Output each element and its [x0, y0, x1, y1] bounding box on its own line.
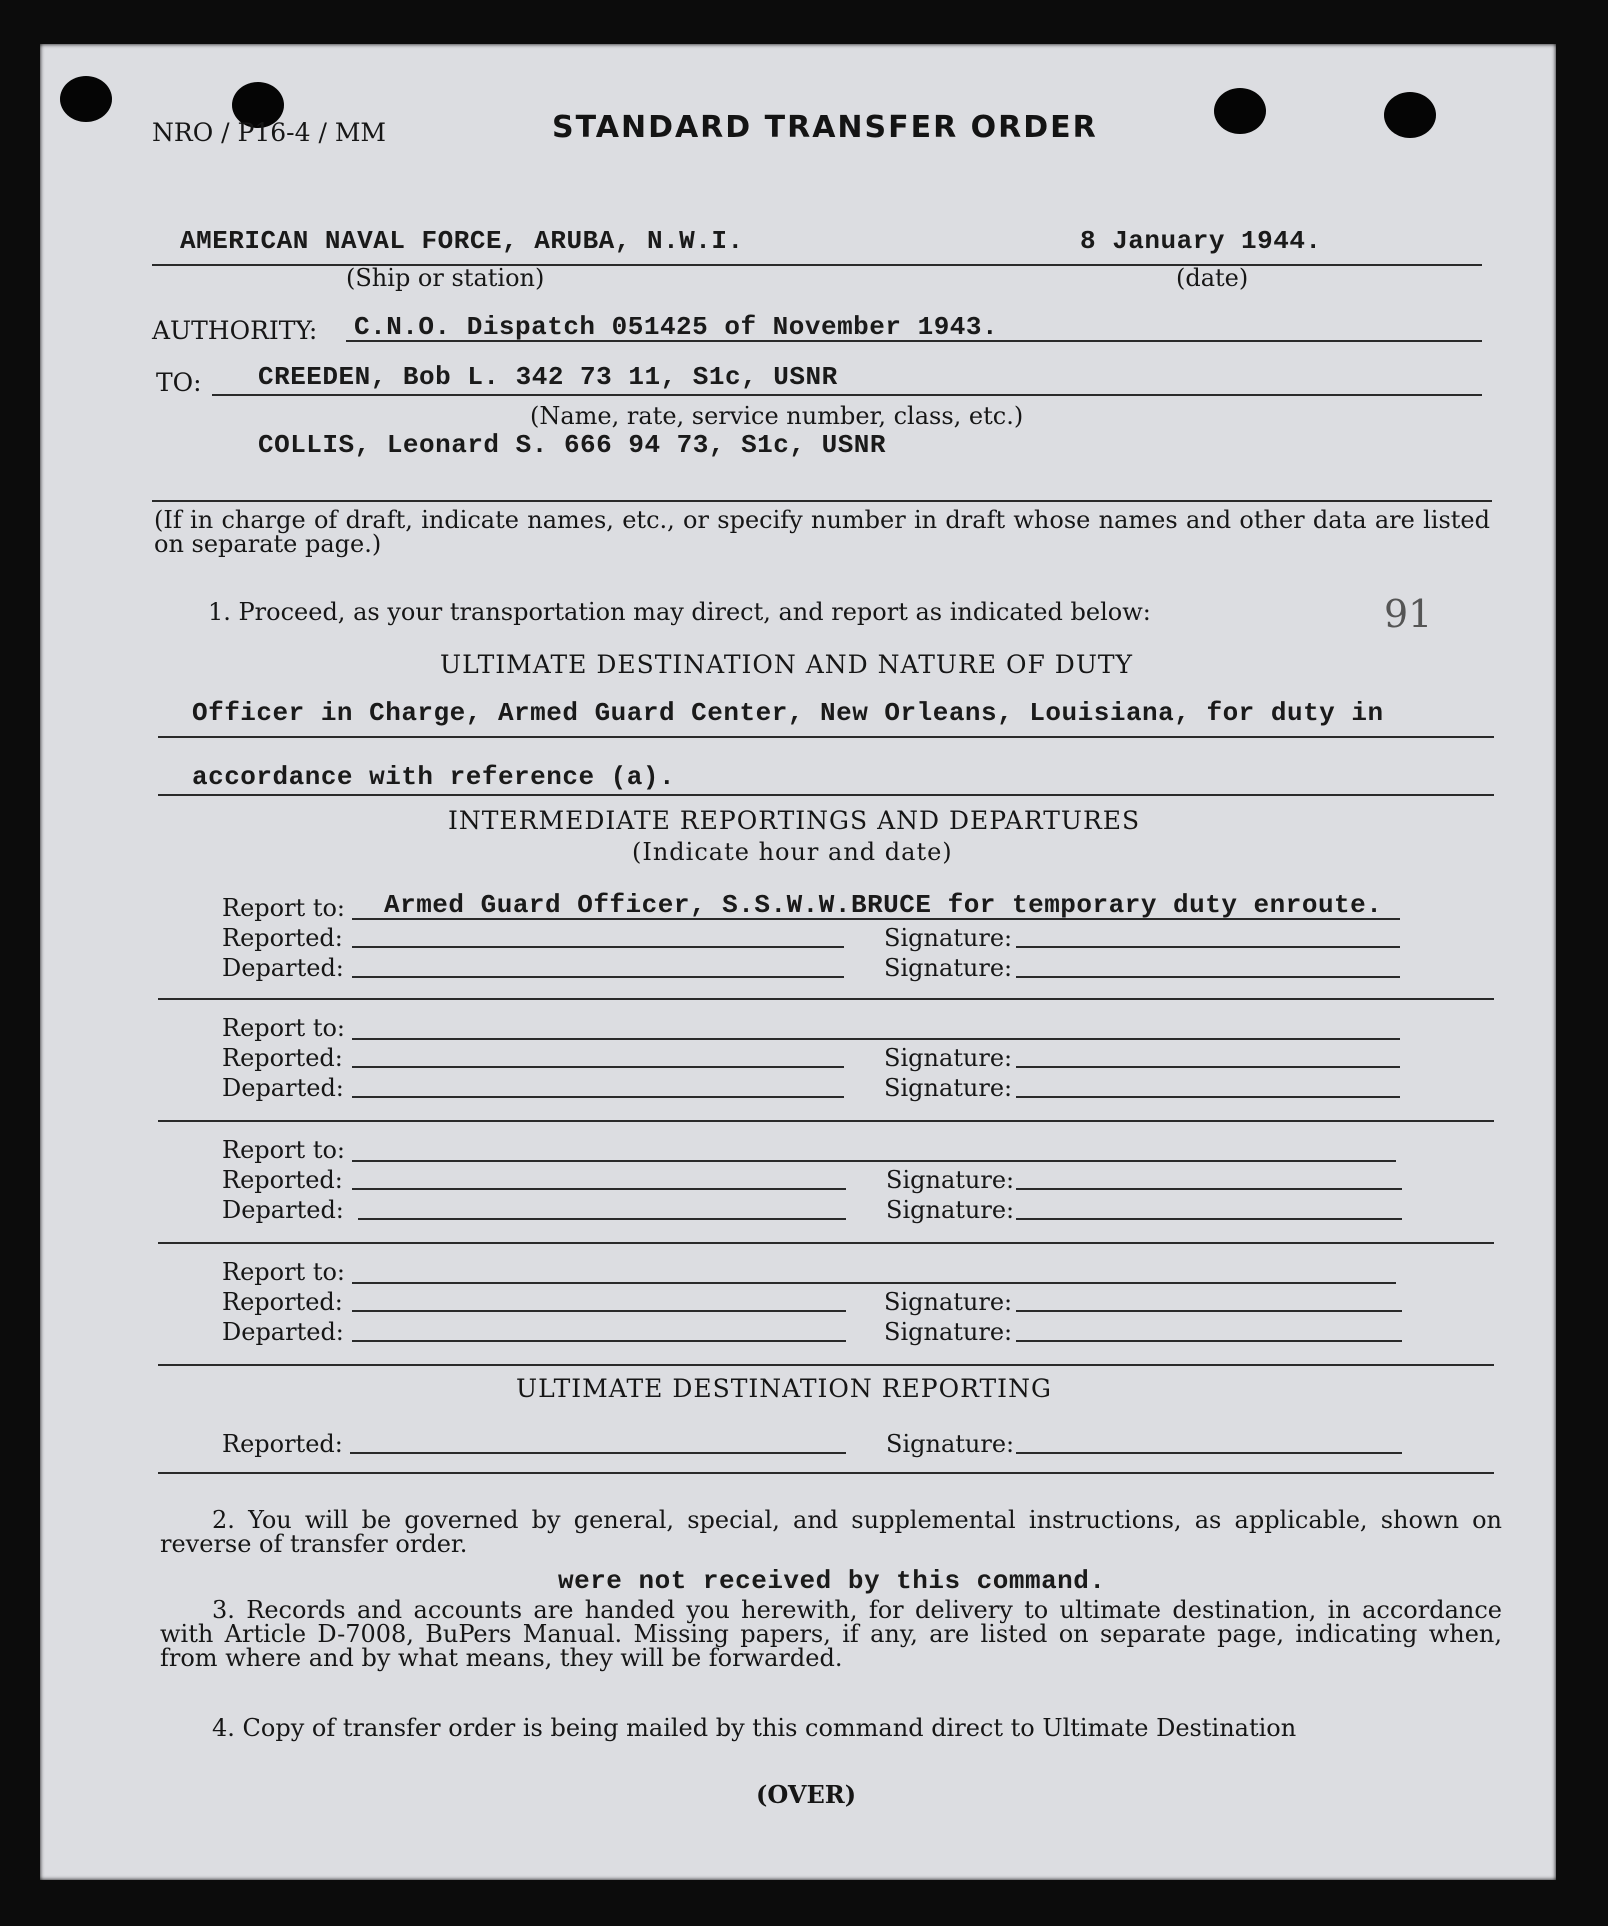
report-to-label-1: Report to:	[222, 894, 346, 922]
ultimate-reporting-divider	[158, 1472, 1494, 1474]
signature-line-1a	[1016, 946, 1400, 948]
report-to-line-2	[352, 1038, 1400, 1040]
departed-label-4: Departed:	[222, 1318, 344, 1346]
ultimate-signature-label: Signature:	[886, 1430, 1015, 1458]
to-line	[212, 394, 1482, 396]
signature-line-2b	[1016, 1096, 1400, 1098]
authority-line	[346, 340, 1482, 342]
ultimate-heading: ULTIMATE DESTINATION AND NATURE OF DUTY	[440, 650, 1134, 679]
reported-label-4: Reported:	[222, 1288, 343, 1316]
item-4-text: 4. Copy of transfer order is being mailed by this command direct to Ultimate Destination	[212, 1714, 1297, 1742]
date-label: (date)	[1176, 264, 1249, 292]
report-to-label-2: Report to:	[222, 1014, 346, 1042]
ultimate-reported-label: Reported:	[222, 1430, 343, 1458]
report-to-line-1	[352, 918, 1400, 920]
file-code: NRO / P16-4 / MM	[152, 118, 387, 147]
signature-label-2b: Signature:	[884, 1074, 1013, 1102]
departed-label-1: Departed:	[222, 954, 344, 982]
draft-line	[152, 500, 1492, 502]
block-divider-3	[158, 1242, 1494, 1244]
reported-line-3	[352, 1188, 846, 1190]
signature-line-3b	[1016, 1218, 1402, 1220]
pencil-mark: 91	[1384, 592, 1433, 636]
signature-label-3b: Signature:	[886, 1196, 1015, 1224]
report-to-value-1: Armed Guard Officer, S.S.W.W.BRUCE for temporary duty enroute.	[384, 890, 1383, 920]
to-name-2: COLLIS, Leonard S. 666 94 73, S1c, USNR	[258, 430, 886, 460]
report-to-label-4: Report to:	[222, 1258, 346, 1286]
departed-line-2	[352, 1096, 844, 1098]
reported-label-3: Reported:	[222, 1166, 343, 1194]
draft-note: (If in charge of draft, indicate names, etc., or specify number in draft whose names and other data are listed on separate page.)	[154, 506, 1490, 558]
block-divider-4	[158, 1364, 1494, 1366]
reported-line-1	[352, 946, 844, 948]
report-to-line-3	[352, 1160, 1396, 1162]
to-name-1: CREEDEN, Bob L. 342 73 11, S1c, USNR	[258, 362, 838, 392]
station-value: AMERICAN NAVAL FORCE, ARUBA, N.W.I.	[180, 226, 744, 256]
signature-label-1b: Signature:	[884, 954, 1013, 982]
punch-hole-right-1	[1214, 88, 1266, 134]
authority-value: C.N.O. Dispatch 051425 of November 1943.	[354, 312, 999, 342]
reported-line-4	[352, 1310, 846, 1312]
to-label: TO:	[156, 368, 202, 397]
intermediate-heading: INTERMEDIATE REPORTINGS AND DEPARTURES	[448, 806, 1141, 835]
reported-line-2	[352, 1066, 844, 1068]
item-3-insert: were not received by this command.	[558, 1566, 1106, 1596]
signature-line-4b	[1016, 1340, 1402, 1342]
item-1-text: 1. Proceed, as your transportation may direct, and report as indicated below:	[208, 598, 1151, 626]
date-value: 8 January 1944.	[1080, 226, 1322, 256]
signature-label-1a: Signature:	[884, 924, 1013, 952]
signature-line-4a	[1016, 1310, 1402, 1312]
ultimate-signature-line	[1016, 1452, 1402, 1454]
punch-hole-left-1	[60, 76, 112, 122]
page-title: STANDARD TRANSFER ORDER	[552, 110, 1098, 145]
signature-line-1b	[1016, 976, 1400, 978]
ultimate-reported-line	[350, 1452, 846, 1454]
ultimate-rule-1	[158, 736, 1494, 738]
document-page	[40, 44, 1556, 1880]
reported-label-2: Reported:	[222, 1044, 343, 1072]
departed-label-3: Departed:	[222, 1196, 344, 1224]
signature-label-4b: Signature:	[884, 1318, 1013, 1346]
report-to-label-3: Report to:	[222, 1136, 346, 1164]
departed-label-2: Departed:	[222, 1074, 344, 1102]
over-label: (OVER)	[756, 1780, 857, 1809]
punch-hole-right-2	[1384, 92, 1436, 138]
departed-line-3	[358, 1218, 846, 1220]
station-label: (Ship or station)	[346, 264, 545, 292]
reported-label-1: Reported:	[222, 924, 343, 952]
item-2-text: 2. You will be governed by general, special, and supplemental instructions, as applicable, shown on reverse of transfer order.	[160, 1506, 1502, 1558]
signature-label-4a: Signature:	[884, 1288, 1013, 1316]
block-divider-2	[158, 1120, 1494, 1122]
departed-line-1	[352, 976, 844, 978]
block-divider-1	[158, 998, 1494, 1000]
intermediate-subheading: (Indicate hour and date)	[632, 838, 953, 866]
report-to-line-4	[352, 1282, 1396, 1284]
to-hint: (Name, rate, service number, class, etc.)	[530, 402, 1024, 430]
signature-line-3a	[1016, 1188, 1402, 1190]
ultimate-line-2: accordance with reference (a).	[192, 762, 676, 792]
signature-label-3a: Signature:	[886, 1166, 1015, 1194]
authority-label: AUTHORITY:	[152, 316, 318, 345]
signature-line-2a	[1016, 1066, 1400, 1068]
ultimate-reporting-heading: ULTIMATE DESTINATION REPORTING	[516, 1374, 1052, 1403]
departed-line-4	[352, 1340, 846, 1342]
ultimate-rule-2	[158, 794, 1494, 796]
ultimate-line-1: Officer in Charge, Armed Guard Center, New Orleans, Louisiana, for duty in	[192, 698, 1384, 728]
signature-label-2a: Signature:	[884, 1044, 1013, 1072]
item-3-text: 3. Records and accounts are handed you herewith, for delivery to ultimate destination, in accordance with Article D-7008, BuPers Manual. Missing papers, if any, are listed on separate page, indicating when, from where and by what means, they will be forwarded.	[160, 1596, 1502, 1672]
